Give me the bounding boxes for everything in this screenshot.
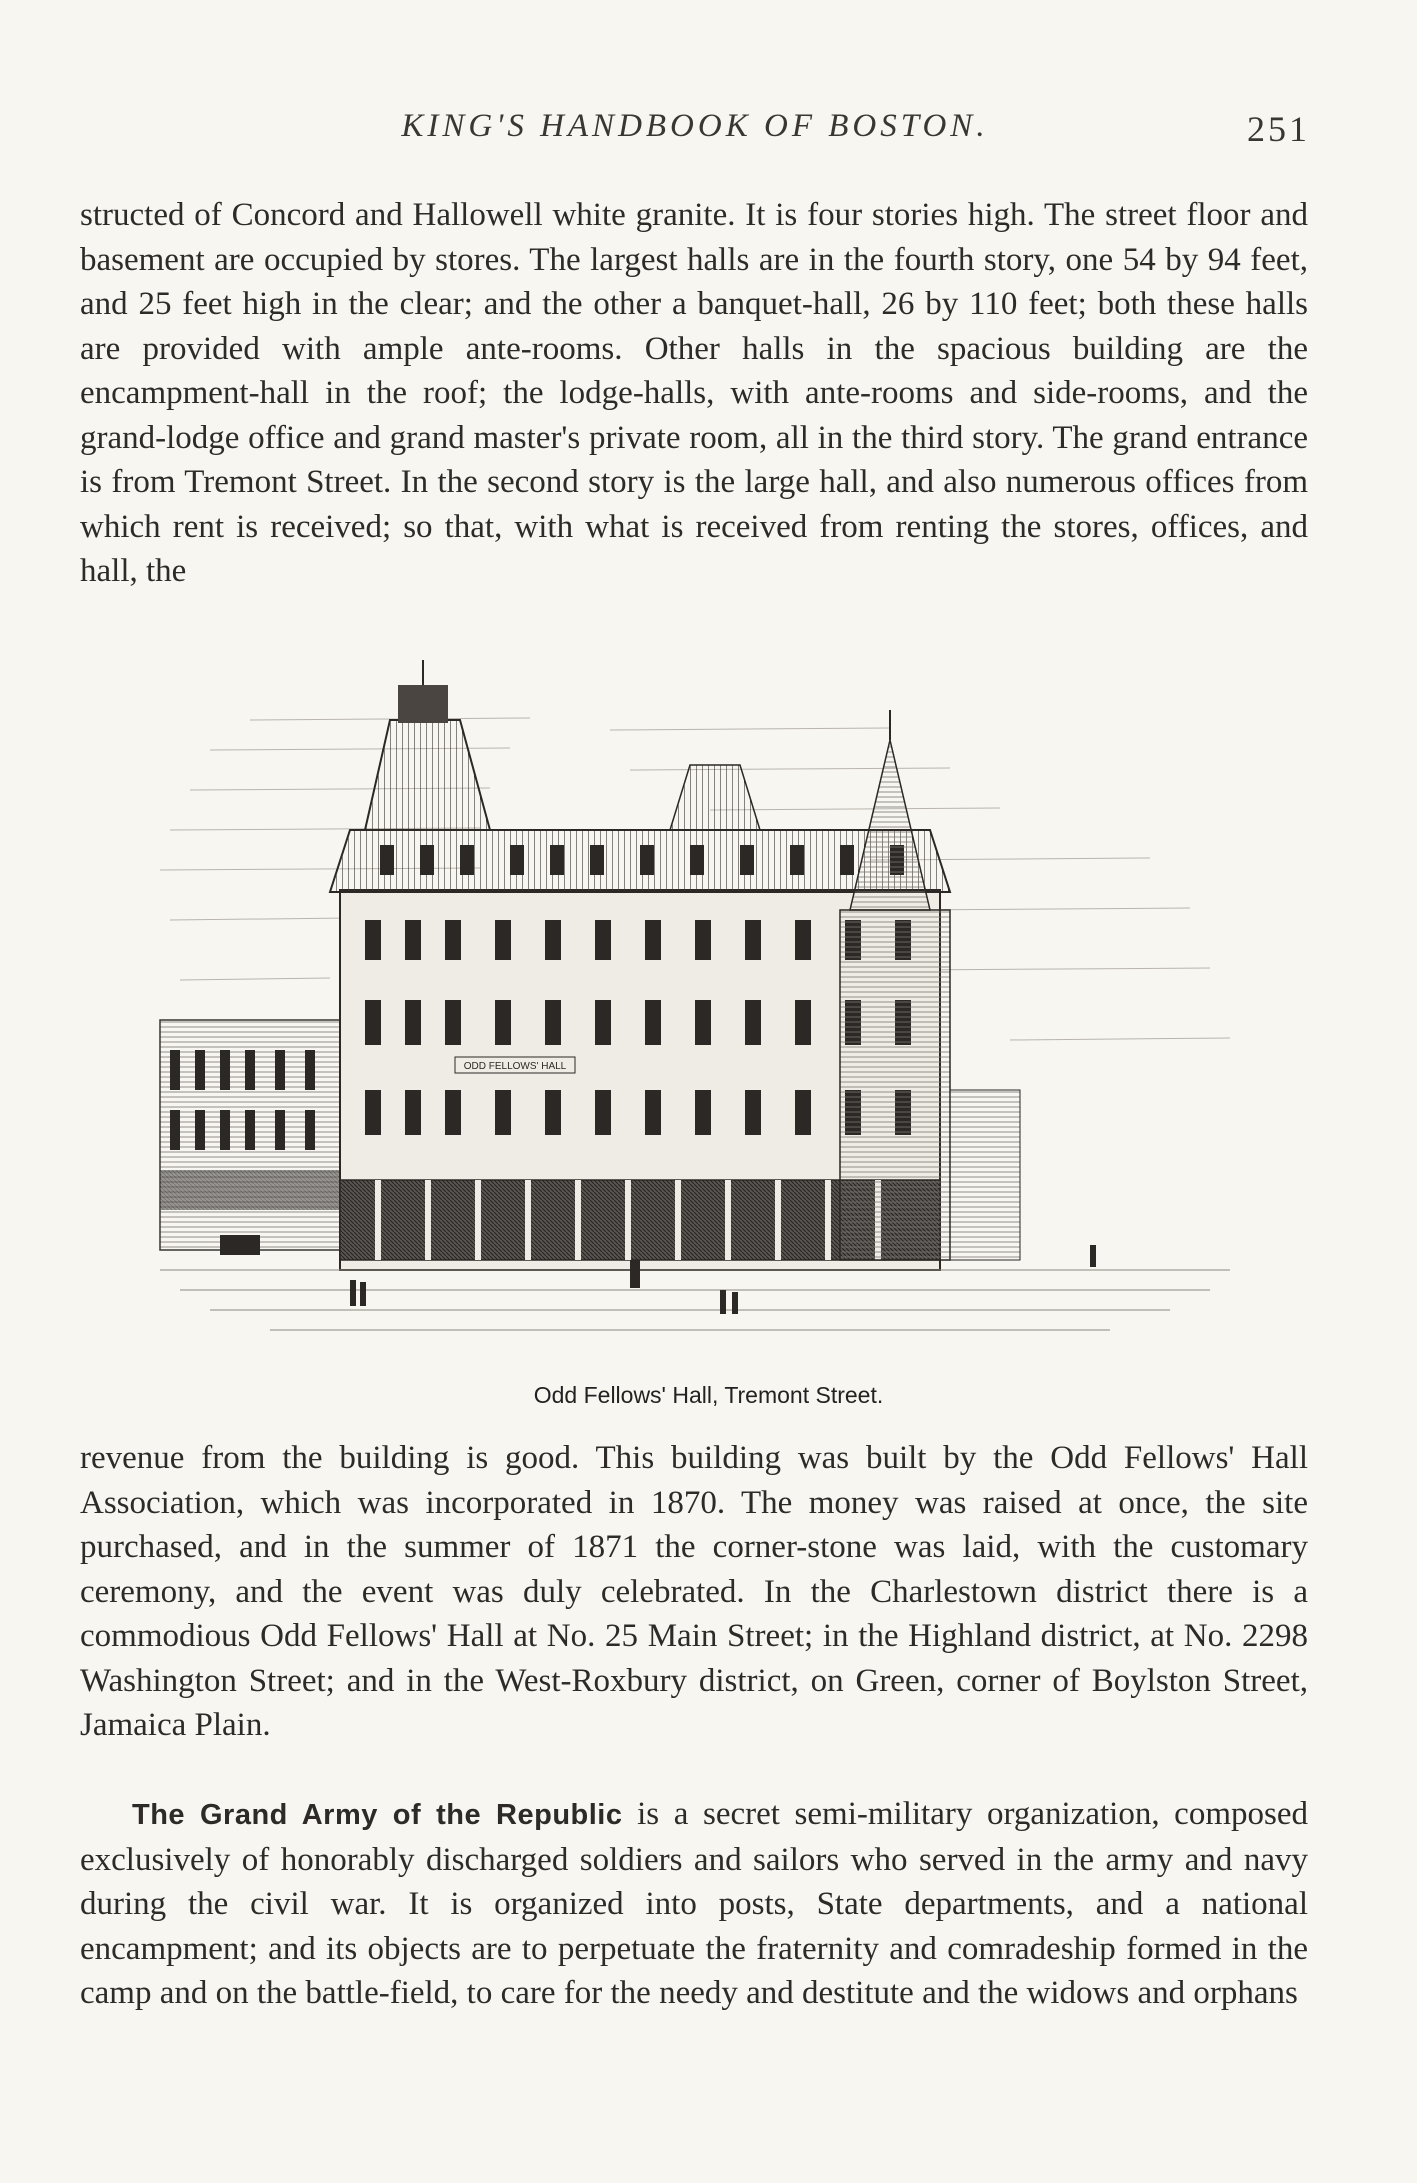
church-spire — [850, 740, 930, 910]
grand-army-heading: The Grand Army of the Republic — [132, 1799, 623, 1831]
street — [160, 1270, 1230, 1330]
paragraph-building-description: structed of Concord and Hallowell white granite. It is four stories high. The street floor and basement are occupied by stores. The largest halls are in the fourth story, one 54 by 94 feet, and 25 feet high in the clear; and the other a banquet-hall, 26 by 110 feet; both these halls are provided with ample ante-rooms. Other halls in the spacious building are the encampment-hall in the roof; the lodge-halls, with ante-rooms and side-rooms, and the grand-lodge office and grand master's private room, all in the third story. The grand entrance is from Tremont Street. In the second story is the large hall, and also numerous offices from which rent is received; so that, with what is received from renting the stores, offices, and hall, the — [80, 197, 1308, 589]
central-tower — [365, 720, 490, 830]
building-sign: ODD FELLOWS' HALL — [463, 1061, 567, 1072]
paragraph-grand-army — [80, 1792, 1308, 2016]
grand-army-text: is a secret semi-military organization, composed exclusively of honorably discharged soldiers and sailors who served in the army and navy during the civil war. It is organized into posts, State departments, and a national encampment; and its objects are to perpetuate the fraternity and comradeship formed in the camp and on the battle-field, to care for the needy and destitute and the widows and orphans — [80, 1796, 1308, 2011]
running-title: KING'S HANDBOOK OF BOSTON. — [401, 108, 989, 144]
illustration-odd-fellows-hall — [150, 660, 1240, 1360]
paragraph-revenue-history: revenue from the building is good. This building was built by the Odd Fellows' Hall Association, which was incorporated in 1870. The money was raised at once, the site purchased, and in the summer of 1871 the corner-stone was laid, with the customary ceremony, and the event was duly celebrated. In the Charlestown district there is a commodious Odd Fellows' Hall at No. 25 Main Street; in the Highland district, at No. 2298 Washington Street; and in the West-Roxbury district, on Green, corner of Boylston Street, Jamaica Plain. — [80, 1440, 1308, 1743]
church — [840, 910, 950, 1260]
page-number: 251 — [1247, 109, 1310, 149]
figure-caption: Odd Fellows' Hall, Tremont Street. — [533, 1382, 884, 1408]
page-header — [80, 108, 1310, 158]
